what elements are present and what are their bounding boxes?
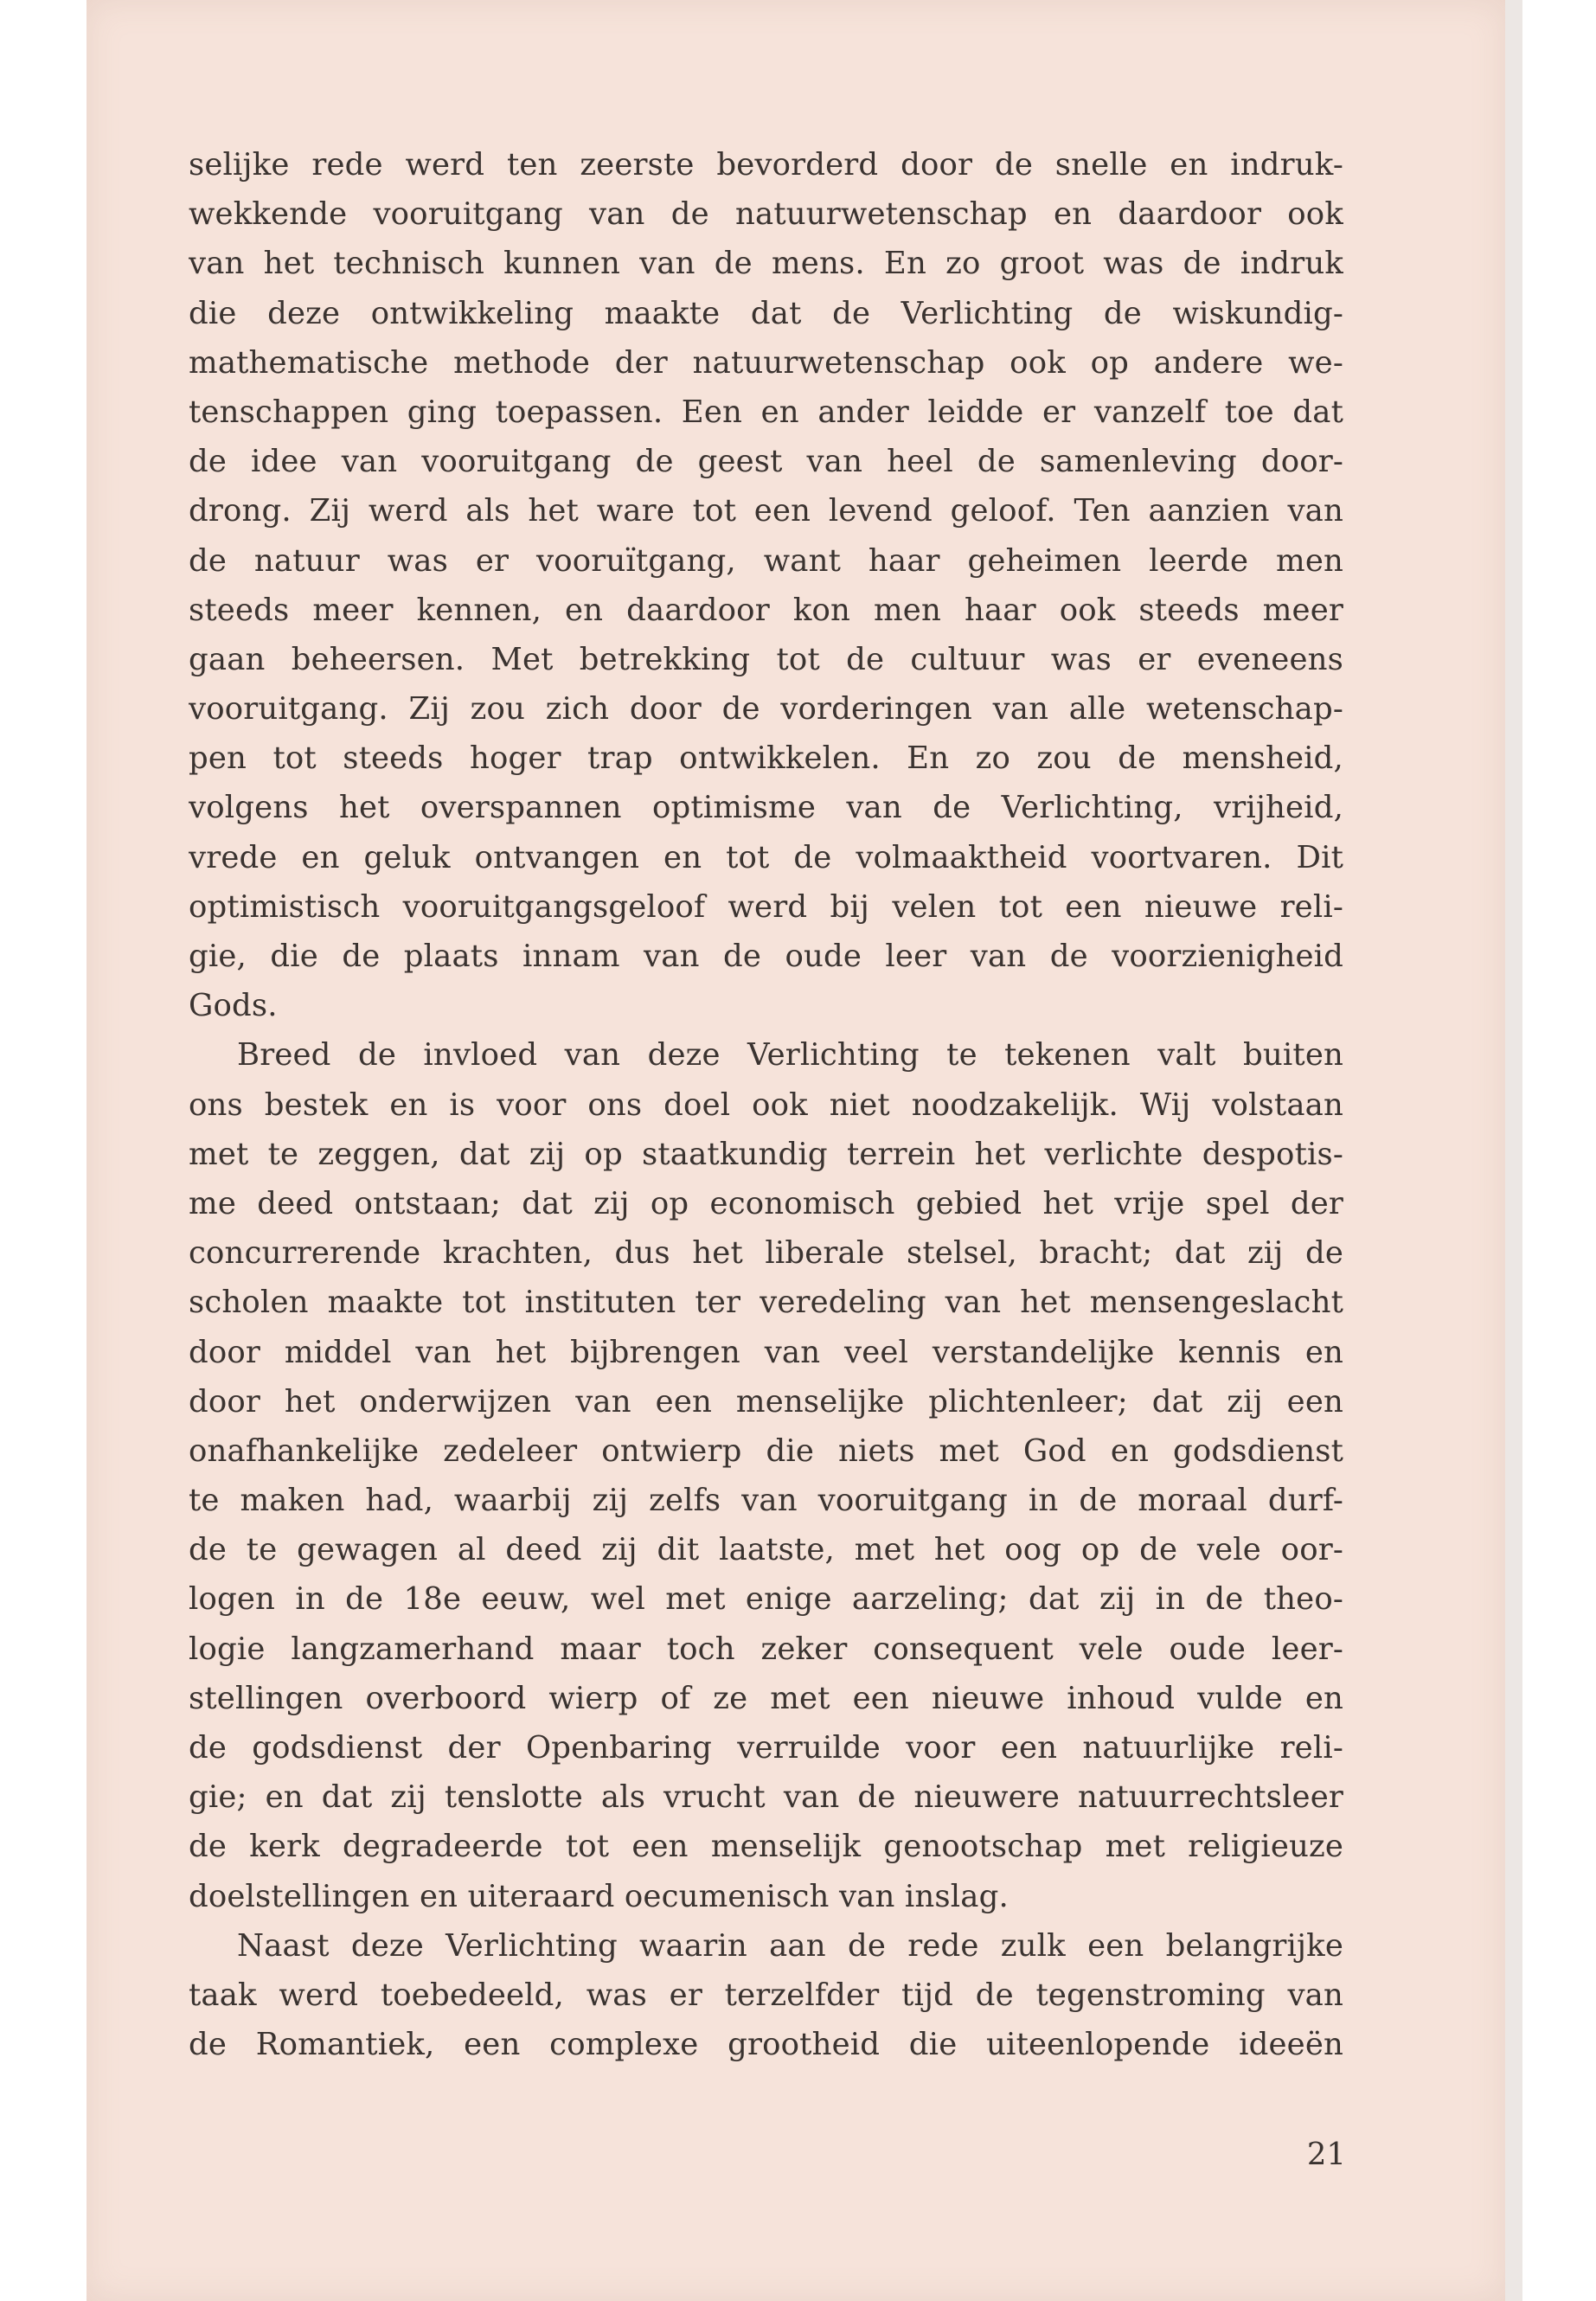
text-line: scholen maakte tot instituten ter veredeling van het mensengeslacht (189, 1285, 1343, 1321)
text-line: gaan beheersen. Met betrekking tot de cultuur was er eveneens (189, 641, 1343, 677)
text-line: gie; en dat zij tenslotte als vrucht van de nieuwere natuurrechtsleer (189, 1779, 1343, 1816)
text-line: volgens het overspannen optimisme van de Verlichting, vrijheid, (189, 790, 1343, 826)
text-line: wekkende vooruitgang van de natuurwetenschap en daardoor ook (189, 196, 1343, 233)
text-line: van het technisch kunnen van de mens. En zo groot was de indruk (189, 246, 1343, 282)
text-line: door het onderwijzen van een menselijke plichtenleer; dat zij een (189, 1383, 1343, 1420)
text-line: Breed de invloed van deze Verlichting te tekenen valt buiten (237, 1037, 1343, 1074)
text-line: doelstellingen en uiteraard oecumenisch van inslag. (189, 1878, 1009, 1914)
text-line: door middel van het bijbrengen van veel verstandelijke kennis en (189, 1334, 1343, 1370)
page-number: 21 (1306, 2137, 1346, 2172)
text-line: gie, die de plaats innam van de oude leer van de voorzienigheid (189, 939, 1343, 974)
paragraph (189, 1921, 1343, 2070)
text-line: concurrerende krachten, dus het liberale stelsel, bracht; dat zij de (189, 1235, 1343, 1272)
text-line: selijke rede werd ten zeerste bevorderd door de snelle en indruk- (189, 147, 1343, 183)
text-line: met te zeggen, dat zij op staatkundig terrein het verlichte despotis- (189, 1136, 1343, 1172)
text-line: mathematische methode der natuurwetenschap ook op andere we- (189, 344, 1343, 381)
text-line: de godsdienst der Openbaring verruilde voor een natuurlijke reli- (189, 1730, 1343, 1766)
text-line: de kerk degradeerde tot een menselijk genootschap met religieuze (189, 1829, 1343, 1865)
text-line: me deed ontstaan; dat zij op economisch gebied het vrije spel der (189, 1185, 1343, 1221)
text-line: logen in de 18e eeuw, wel met enige aarzeling; dat zij in de theo- (189, 1581, 1343, 1618)
text-line: drong. Zij werd als het ware tot een levend geloof. Ten aanzien van (189, 493, 1343, 529)
text-line: vooruitgang. Zij zou zich door de vorderingen van alle wetenschap- (189, 691, 1343, 727)
text-line: vrede en geluk ontvangen en tot de volmaaktheid voortvaren. Dit (189, 839, 1343, 875)
text-line: de te gewagen al deed zij dit laatste, met het oog op de vele oor- (189, 1532, 1343, 1568)
text-line: stellingen overboord wierp of ze met een nieuwe inhoud vulde en (189, 1680, 1343, 1716)
text-line: pen tot steeds hoger trap ontwikkelen. En zo zou de mensheid, (189, 740, 1343, 777)
text-line: steeds meer kennen, en daardoor kon men haar ook steeds meer (189, 592, 1343, 628)
page-edge (1505, 0, 1522, 2301)
text-line: ons bestek en is voor ons doel ook niet noodzakelijk. Wij volstaan (189, 1086, 1343, 1123)
text-line: optimistisch vooruitgangsgeloof werd bij velen tot een nieuwe reli- (189, 888, 1343, 925)
text-line: tenschappen ging toepassen. Een en ander leidde er vanzelf toe dat (189, 394, 1343, 430)
paragraph (189, 140, 1343, 1030)
text-line: die deze ontwikkeling maakte dat de Verlichting de wiskundig- (189, 295, 1343, 331)
text-line: de Romantiek, een complexe grootheid die uiteenlopende ideeën (189, 2027, 1343, 2063)
paragraph (189, 1030, 1343, 1920)
text-line: Naast deze Verlichting waarin aan de rede zulk een belangrijke (237, 1927, 1343, 1964)
body-text (189, 140, 1343, 2069)
text-line: de natuur was er vooruïtgang, want haar geheimen leerde men (189, 542, 1343, 579)
text-line: Gods. (189, 988, 278, 1024)
text-line: onafhankelijke zedeleer ontwierp die niets met God en godsdienst (189, 1433, 1343, 1469)
text-line: logie langzamerhand maar toch zeker consequent vele oude leer- (189, 1631, 1343, 1667)
text-line: taak werd toebedeeld, was er terzelfder tijd de tegenstroming van (189, 1977, 1343, 2013)
text-line: de idee van vooruitgang de geest van heel de samenleving door- (189, 444, 1343, 480)
text-line: te maken had, waarbij zij zelfs van vooruitgang in de moraal durf- (189, 1483, 1343, 1519)
